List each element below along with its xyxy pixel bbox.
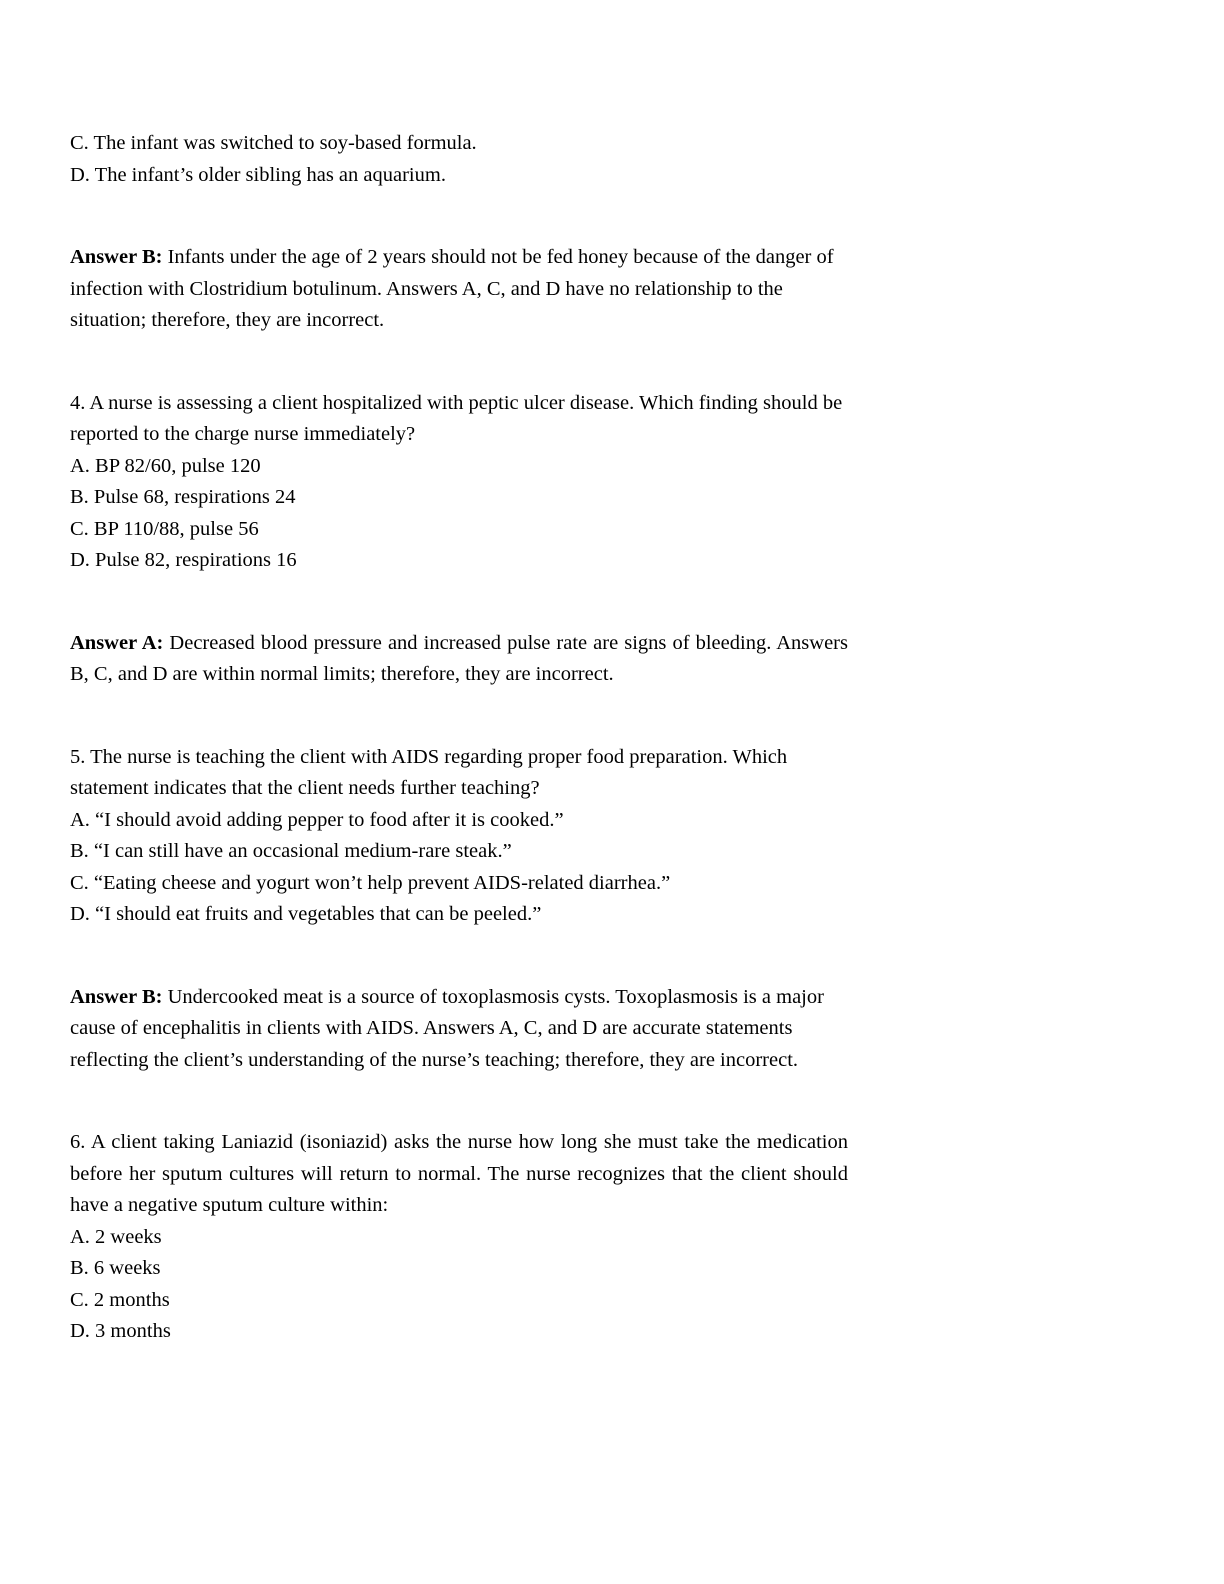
- question-stem: 6. A client taking Laniazid (isoniazid) asks the nurse how long she must take the medication before her sputum cultures will return to normal. The nurse recognizes that the client should have a negative sputum culture within:: [70, 1131, 848, 1216]
- answer-option: B. 6 weeks: [70, 1257, 161, 1279]
- answer-option: A. “I should avoid adding pepper to food after it is cooked.”: [70, 808, 564, 831]
- answer-option: C. BP 110/88, pulse 56: [70, 517, 259, 540]
- answer-option: C. The infant was switched to soy-based formula.: [70, 132, 477, 154]
- answer-option: C. “Eating cheese and yogurt won’t help prevent AIDS-related diarrhea.”: [70, 871, 671, 894]
- answer-label: Answer A:: [70, 631, 164, 654]
- question-stem: 4. A nurse is assessing a client hospitalized with peptic ulcer disease. Which finding should be reported to the charge nurse immediately?: [70, 391, 843, 445]
- answer-option: B. “I can still have an occasional medium-rare steak.”: [70, 840, 512, 862]
- answer-rationale-paragraph: [70, 628, 848, 691]
- answer-option: A. 2 weeks: [70, 1225, 162, 1248]
- question-block: [70, 742, 848, 931]
- answer-label: Answer B:: [70, 246, 163, 268]
- answer-option: D. Pulse 82, respirations 16: [70, 549, 297, 571]
- answer-option: D. The infant’s older sibling has an aquarium.: [70, 163, 446, 186]
- answer-rationale-text: Decreased blood pressure and increased pulse rate are signs of bleeding. Answers B, C, and D are within normal limits; therefore, they are incorrect.: [70, 631, 848, 685]
- answer-label: Answer B:: [70, 985, 163, 1008]
- question-stem: 5. The nurse is teaching the client with AIDS regarding proper food preparation. Which statement indicates that the client needs further teaching?: [70, 745, 788, 799]
- answer-option: C. 2 months: [70, 1288, 170, 1311]
- answer-rationale-text: Infants under the age of 2 years should not be fed honey because of the danger of infection with Clostridium botulinum. Answers A, C, and D have no relationship to the situation; therefore, they are incorrect.: [70, 246, 834, 331]
- question-block: [70, 388, 848, 577]
- question-block: [70, 1127, 848, 1348]
- option-lines-block: [70, 128, 848, 191]
- answer-rationale-paragraph: [70, 982, 848, 1077]
- answer-option: A. BP 82/60, pulse 120: [70, 454, 261, 477]
- answer-option: D. 3 months: [70, 1320, 171, 1342]
- answer-option: D. “I should eat fruits and vegetables that can be peeled.”: [70, 903, 542, 925]
- answer-option: B. Pulse 68, respirations 24: [70, 486, 296, 508]
- answer-rationale-text: Undercooked meat is a source of toxoplasmosis cysts. Toxoplasmosis is a major cause of encephalitis in clients with AIDS. Answers A, C, and D are accurate statements reflecting the client’s understanding of the nurse’s teaching; therefore, they are incorrect.: [70, 985, 824, 1071]
- answer-rationale-paragraph: [70, 242, 848, 337]
